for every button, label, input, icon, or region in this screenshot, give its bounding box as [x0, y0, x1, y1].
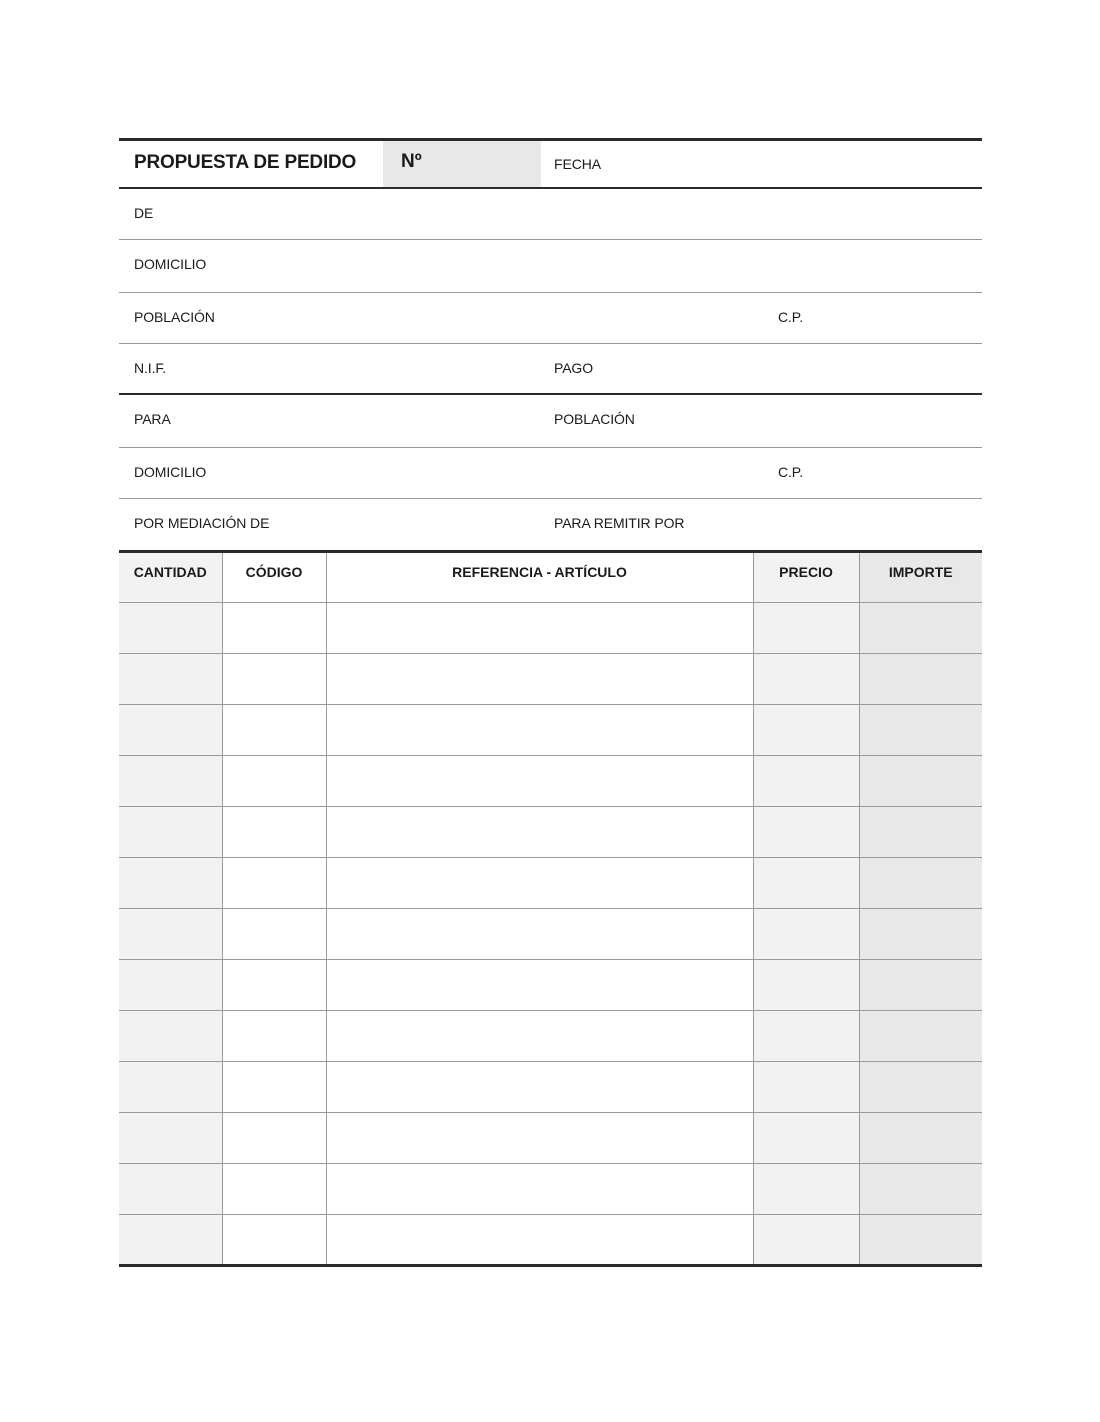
reference-cell[interactable]	[326, 654, 753, 705]
tax-id-label: N.I.F.	[134, 360, 167, 376]
table-row	[119, 909, 982, 960]
quantity-cell[interactable]	[119, 1011, 222, 1062]
code-cell[interactable]	[222, 807, 326, 858]
quantity-cell[interactable]	[119, 909, 222, 960]
recipient-row-domicilio[interactable]	[119, 448, 982, 499]
amount-cell[interactable]	[859, 756, 982, 807]
quantity-cell[interactable]	[119, 960, 222, 1011]
reference-cell[interactable]	[326, 909, 753, 960]
sender-row-poblacion[interactable]	[119, 293, 982, 344]
reference-cell[interactable]	[326, 705, 753, 756]
reference-cell[interactable]	[326, 1062, 753, 1113]
code-cell[interactable]	[222, 654, 326, 705]
column-header-code: CÓDIGO	[222, 552, 326, 603]
to-label: PARA	[134, 411, 171, 427]
code-cell[interactable]	[222, 960, 326, 1011]
sender-row-nif[interactable]	[119, 344, 982, 395]
date-label: FECHA	[554, 156, 601, 172]
reference-cell[interactable]	[326, 1113, 753, 1164]
table-row	[119, 1011, 982, 1062]
column-header-amount: IMPORTE	[859, 552, 982, 603]
table-row	[119, 756, 982, 807]
table-row	[119, 1113, 982, 1164]
price-cell[interactable]	[753, 858, 859, 909]
quantity-cell[interactable]	[119, 756, 222, 807]
column-header-price: PRECIO	[753, 552, 859, 603]
quantity-cell[interactable]	[119, 1062, 222, 1113]
order-form	[119, 138, 982, 1267]
table-row	[119, 654, 982, 705]
price-cell[interactable]	[753, 1215, 859, 1266]
sender-town-label: POBLACIÓN	[134, 309, 215, 325]
table-row	[119, 1062, 982, 1113]
reference-cell[interactable]	[326, 1215, 753, 1266]
code-cell[interactable]	[222, 1164, 326, 1215]
quantity-cell[interactable]	[119, 807, 222, 858]
price-cell[interactable]	[753, 1113, 859, 1164]
sender-address-label: DOMICILIO	[134, 256, 207, 272]
quantity-cell[interactable]	[119, 1215, 222, 1266]
ship-via-label: PARA REMITIR POR	[554, 515, 685, 531]
recipient-row-para[interactable]	[119, 395, 982, 448]
table-row	[119, 960, 982, 1011]
price-cell[interactable]	[753, 1062, 859, 1113]
price-cell[interactable]	[753, 756, 859, 807]
amount-cell[interactable]	[859, 909, 982, 960]
order-number-label: Nº	[401, 151, 422, 172]
sender-row-de[interactable]	[119, 189, 982, 240]
table-row	[119, 1215, 982, 1266]
items-table	[119, 550, 982, 1267]
code-cell[interactable]	[222, 756, 326, 807]
price-cell[interactable]	[753, 705, 859, 756]
code-cell[interactable]	[222, 1215, 326, 1266]
sender-postal-code-label: C.P.	[778, 309, 804, 325]
from-label: DE	[134, 205, 154, 221]
table-row	[119, 858, 982, 909]
code-cell[interactable]	[222, 1011, 326, 1062]
amount-cell[interactable]	[859, 858, 982, 909]
quantity-cell[interactable]	[119, 654, 222, 705]
order-number-field[interactable]	[383, 141, 541, 187]
column-header-quantity: CANTIDAD	[119, 552, 222, 603]
table-row	[119, 807, 982, 858]
sender-row-domicilio[interactable]	[119, 240, 982, 293]
code-cell[interactable]	[222, 705, 326, 756]
recipient-postal-code-label: C.P.	[778, 464, 804, 480]
intermediary-label: POR MEDIACIÓN DE	[134, 515, 270, 531]
items-table-body	[119, 603, 982, 1266]
recipient-row-mediacion[interactable]	[119, 499, 982, 550]
amount-cell[interactable]	[859, 1011, 982, 1062]
reference-cell[interactable]	[326, 807, 753, 858]
header-row	[119, 138, 982, 189]
price-cell[interactable]	[753, 807, 859, 858]
table-row	[119, 603, 982, 654]
price-cell[interactable]	[753, 909, 859, 960]
amount-cell[interactable]	[859, 1113, 982, 1164]
quantity-cell[interactable]	[119, 705, 222, 756]
amount-cell[interactable]	[859, 1164, 982, 1215]
code-cell[interactable]	[222, 603, 326, 654]
price-cell[interactable]	[753, 1011, 859, 1062]
reference-cell[interactable]	[326, 1011, 753, 1062]
reference-cell[interactable]	[326, 960, 753, 1011]
quantity-cell[interactable]	[119, 858, 222, 909]
quantity-cell[interactable]	[119, 1164, 222, 1215]
reference-cell[interactable]	[326, 756, 753, 807]
recipient-town-label: POBLACIÓN	[554, 411, 635, 427]
amount-cell[interactable]	[859, 1062, 982, 1113]
amount-cell[interactable]	[859, 1215, 982, 1266]
payment-label: PAGO	[554, 360, 594, 376]
price-cell[interactable]	[753, 1164, 859, 1215]
code-cell[interactable]	[222, 909, 326, 960]
form-title: PROPUESTA DE PEDIDO	[134, 152, 357, 173]
amount-cell[interactable]	[859, 960, 982, 1011]
table-row	[119, 1164, 982, 1215]
reference-cell[interactable]	[326, 603, 753, 654]
quantity-cell[interactable]	[119, 1113, 222, 1164]
amount-cell[interactable]	[859, 603, 982, 654]
quantity-cell[interactable]	[119, 603, 222, 654]
table-row	[119, 705, 982, 756]
price-cell[interactable]	[753, 960, 859, 1011]
code-cell[interactable]	[222, 1113, 326, 1164]
column-header-reference: REFERENCIA - ARTÍCULO	[326, 552, 753, 603]
code-cell[interactable]	[222, 858, 326, 909]
amount-cell[interactable]	[859, 807, 982, 858]
recipient-address-label: DOMICILIO	[134, 464, 207, 480]
code-cell[interactable]	[222, 1062, 326, 1113]
amount-cell[interactable]	[859, 705, 982, 756]
price-cell[interactable]	[753, 603, 859, 654]
reference-cell[interactable]	[326, 1164, 753, 1215]
price-cell[interactable]	[753, 654, 859, 705]
reference-cell[interactable]	[326, 858, 753, 909]
items-table-header	[119, 552, 982, 603]
amount-cell[interactable]	[859, 654, 982, 705]
